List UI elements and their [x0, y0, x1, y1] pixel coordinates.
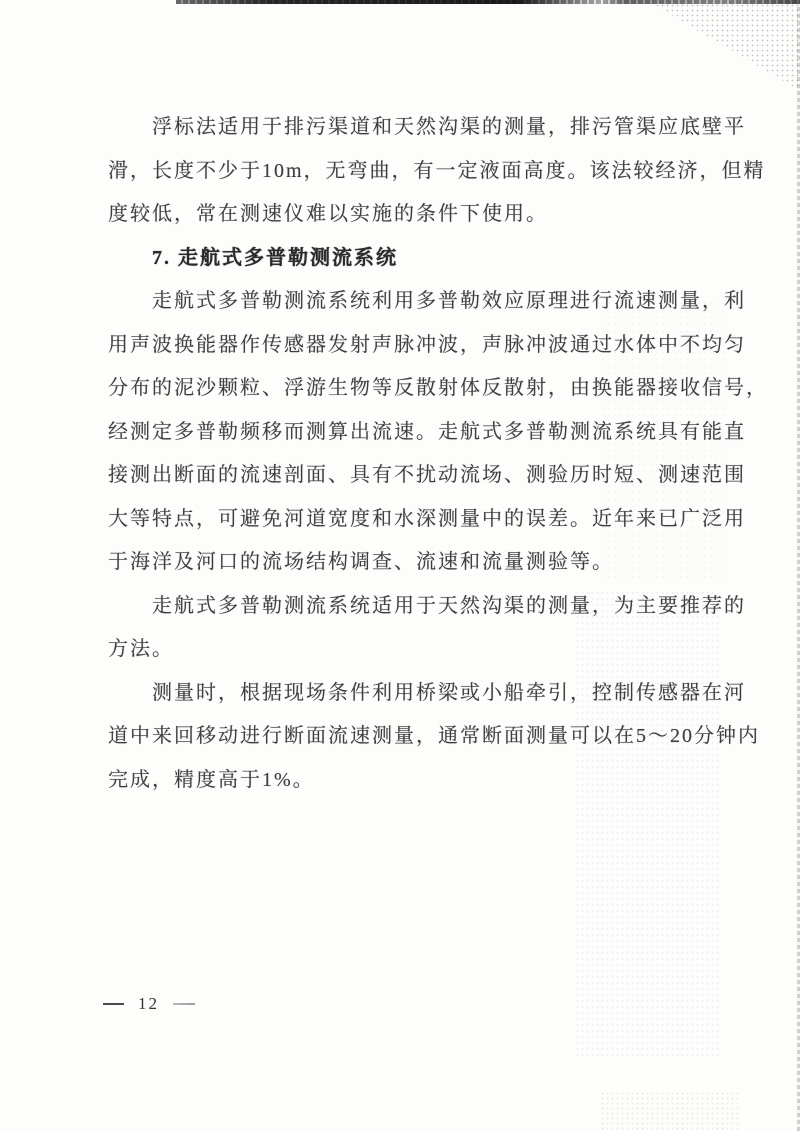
text-line: 经测定多普勒频移而测算出流速。走航式多普勒测流系统具有能直	[108, 420, 746, 443]
text-line: 大等特点，可避免河道宽度和水深测量中的误差。近年来已广泛用	[108, 507, 746, 530]
section-heading: 7. 走航式多普勒测流系统	[152, 246, 398, 269]
text-line: 分布的泥沙颗粒、浮游生物等反散射体反散射，由换能器接收信号，	[108, 377, 768, 399]
page-number: 12	[138, 994, 159, 1013]
text-line: 于海洋及河口的流场结构调查、流速和流量测验等。	[108, 551, 614, 573]
page-footer	[103, 994, 195, 1014]
scan-artifact-top-right-speckle	[635, 3, 800, 91]
text-line: 完成，精度高于1%。	[108, 768, 315, 791]
text-line: 方法。	[108, 638, 174, 660]
text-line: 道中来回移动进行断面流速测量，通常断面测量可以在5～20分钟内	[108, 725, 760, 747]
text-line: 用声波换能器作传感器发射声脉冲波，声脉冲波通过水体中不均匀	[108, 333, 746, 356]
text-line: 度较低，常在测速仪难以实施的条件下使用。	[108, 203, 548, 225]
text-line: 测量时，根据现场条件利用桥梁或小船牵引，控制传感器在河	[152, 681, 746, 704]
text-line: 接测出断面的流速剖面、具有不扰动流场、测验历时短、测速范围	[108, 464, 746, 486]
document-text-content	[108, 106, 768, 802]
text-line: 走航式多普勒测流系统适用于天然沟渠的测量，为主要推荐的	[152, 594, 746, 617]
text-line: 滑，长度不少于10m，无弯曲，有一定液面高度。该法较经济，但精	[108, 159, 766, 182]
text-line: 走航式多普勒测流系统利用多普勒效应原理进行流速测量，利	[152, 290, 746, 312]
scan-artifact-bottom-right-speckle	[600, 1091, 740, 1131]
text-line: 浮标法适用于排污渠道和天然沟渠的测量，排污管渠应底壁平	[152, 116, 746, 138]
footer-left-dash	[103, 1003, 124, 1005]
footer-right-dash	[173, 1003, 195, 1005]
